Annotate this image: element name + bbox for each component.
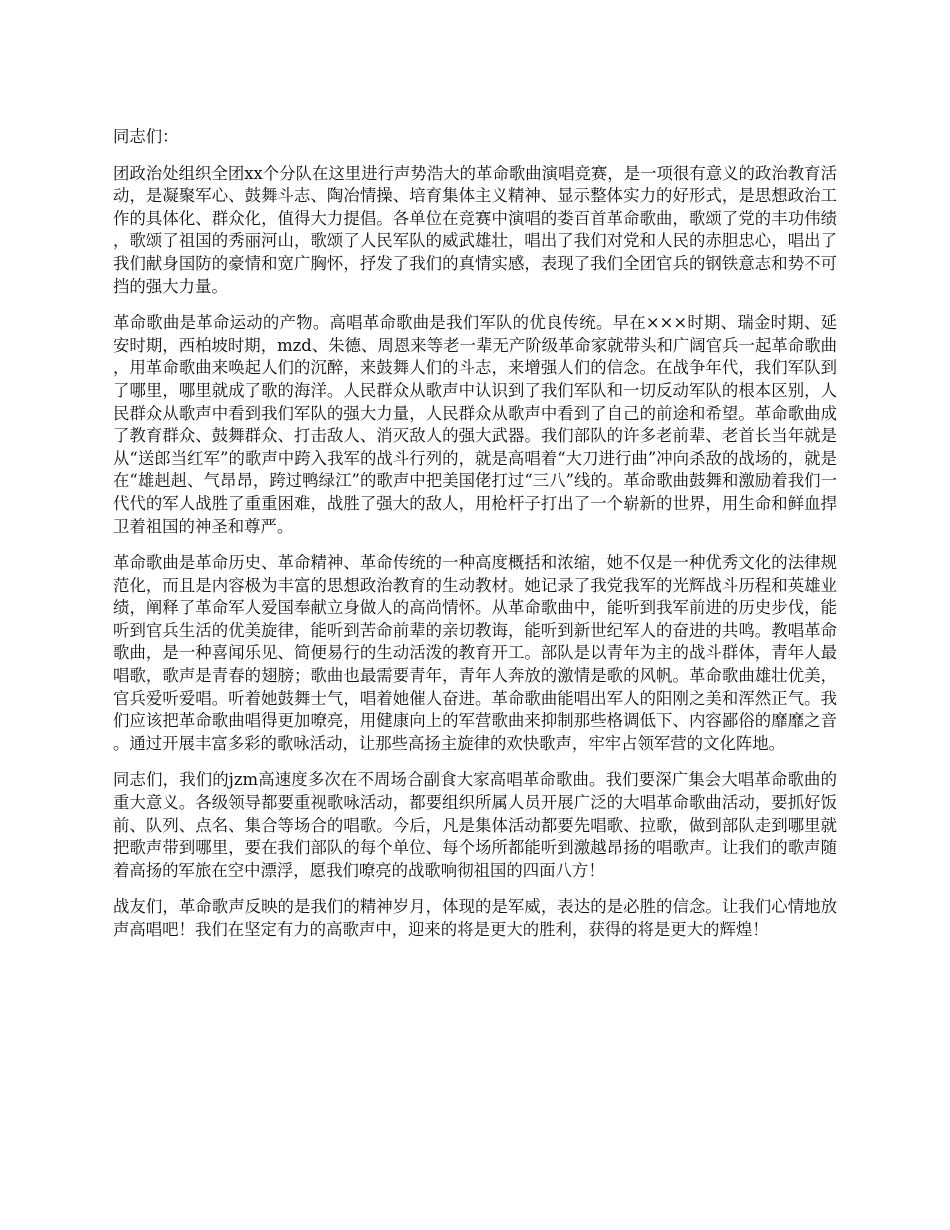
document-body <box>113 126 837 942</box>
paragraph-4: 同志们，我们的jzm高速度多次在不周场合副食大家高唱革命歌曲。我们要深广集会大唱革命歌曲的重大意义。各级领导都要重视歌咏活动，都要组织所属人员开展广泛的大唱革命歌曲活动，要抓好饭前、队列、点名、集合等场合的唱歌。今后，凡是集体活动都要先唱歌、拉歌，做到部队走到哪里就把歌声带到哪里，要在我们部队的每个单位、每个场所都能听到激越昂扬的唱歌声。让我们的歌声随着高扬的军旅在空中漂浮，愿我们嘹亮的战歌响彻祖国的四面八方！ <box>113 770 837 880</box>
paragraph-5: 战友们，革命歌声反映的是我们的精神岁月，体现的是军威，表达的是必胜的信念。让我们心情地放声高唱吧！我们在坚定有力的高歌声中，迎来的将是更大的胜利，获得的将是更大的辉煌！ <box>113 897 837 939</box>
paragraph-3: 革命歌曲是革命历史、革命精神、革命传统的一种高度概括和浓缩，她不仅是一种优秀文化的法律规范化，而且是内容极为丰富的思想政治教育的生动教材。她记录了我党我军的光辉战斗历程和英雄业绩，阐释了革命军人爱国奉献立身做人的高尚情怀。从革命歌曲中，能听到我军前进的历史步伐，能听到官兵生活的优美旋律，能听到苦命前辈的亲切教诲，能听到新世纪军人的奋进的共鸣。教唱革命歌曲，是一种喜闻乐见、简便易行的生动活泼的教育开工。部队是以青年为主的战斗群体，青年人最唱歌，歌声是青春的翅膀；歌曲也最需要青年，青年人奔放的激情是歌的风帆。革命歌曲雄壮优美，官兵爱听爱唱。听着她鼓舞士气，唱着她催人奋进。革命歌曲能唱出军人的阳刚之美和浑然正气。我们应该把革命歌曲唱得更加嘹亮，用健康向上的军营歌曲来抑制那些格调低下、内容鄙俗的靡靡之音。通过开展丰富多彩的歌咏活动，让那些高扬主旋律的欢快歌声，牢牢占领军营的文化阵地。 <box>113 553 837 753</box>
greeting: 同志们： <box>113 127 179 146</box>
paragraph-1: 团政治处组织全团xx个分队在这里进行声势浩大的革命歌曲演唱竞赛，是一项很有意义的政治教育活动，是凝聚军心、鼓舞斗志、陶冶情操、培育集体主义精神、显示整体实力的好形式，是思想政治工作的具体化、群众化，值得大力提倡。各单位在竞赛中演唱的娄百首革命歌曲，歌颂了党的丰功伟绩，歌颂了祖国的秀丽河山，歌颂了人民军队的威武雄壮，唱出了我们对党和人民的赤胆忠心，唱出了我们献身国防的豪情和宽广胸怀，抒发了我们的真情实感，表现了我们全团官兵的钢铁意志和势不可挡的强大力量。 <box>113 163 837 296</box>
paragraph-2: 革命歌曲是革命运动的产物。高唱革命歌曲是我们军队的优良传统。早在×××时期、瑞金时期、延安时期，西柏坡时期，mzd、朱德、周恩来等老一辈无产阶级革命家就带头和广阔官兵一起革命歌曲，用革命歌曲来唤起人们的沉醉，来鼓舞人们的斗志，来增强人们的信念。在战争年代，我们军队到了哪里，哪里就成了歌的海洋。人民群众从歌声中认识到了我们军队和一切反动军队的根本区别，人民群众从歌声中看到我们军队的强大力量，人民群众从歌声中看到了自己的前途和希望。革命歌曲成了教育群众、鼓舞群众、打击敌人、消灭敌人的强大武器。我们部队的许多老前辈、老首长当年就是从“送郎当红军”的歌声中跨入我军的战斗行列的，就是高唱着“大刀进行曲”冲向杀敌的战场的，就是在“雄赳赳、气昂昂，跨过鸭绿江”的歌声中把美国佬打过“三八”线的。革命歌曲鼓舞和激励着我们一代代的军人战胜了重重困难，战胜了强大的敌人，用枪杆子打出了一个崭新的世界，用生命和鲜血捍卫着祖国的神圣和尊严。 <box>113 313 837 536</box>
